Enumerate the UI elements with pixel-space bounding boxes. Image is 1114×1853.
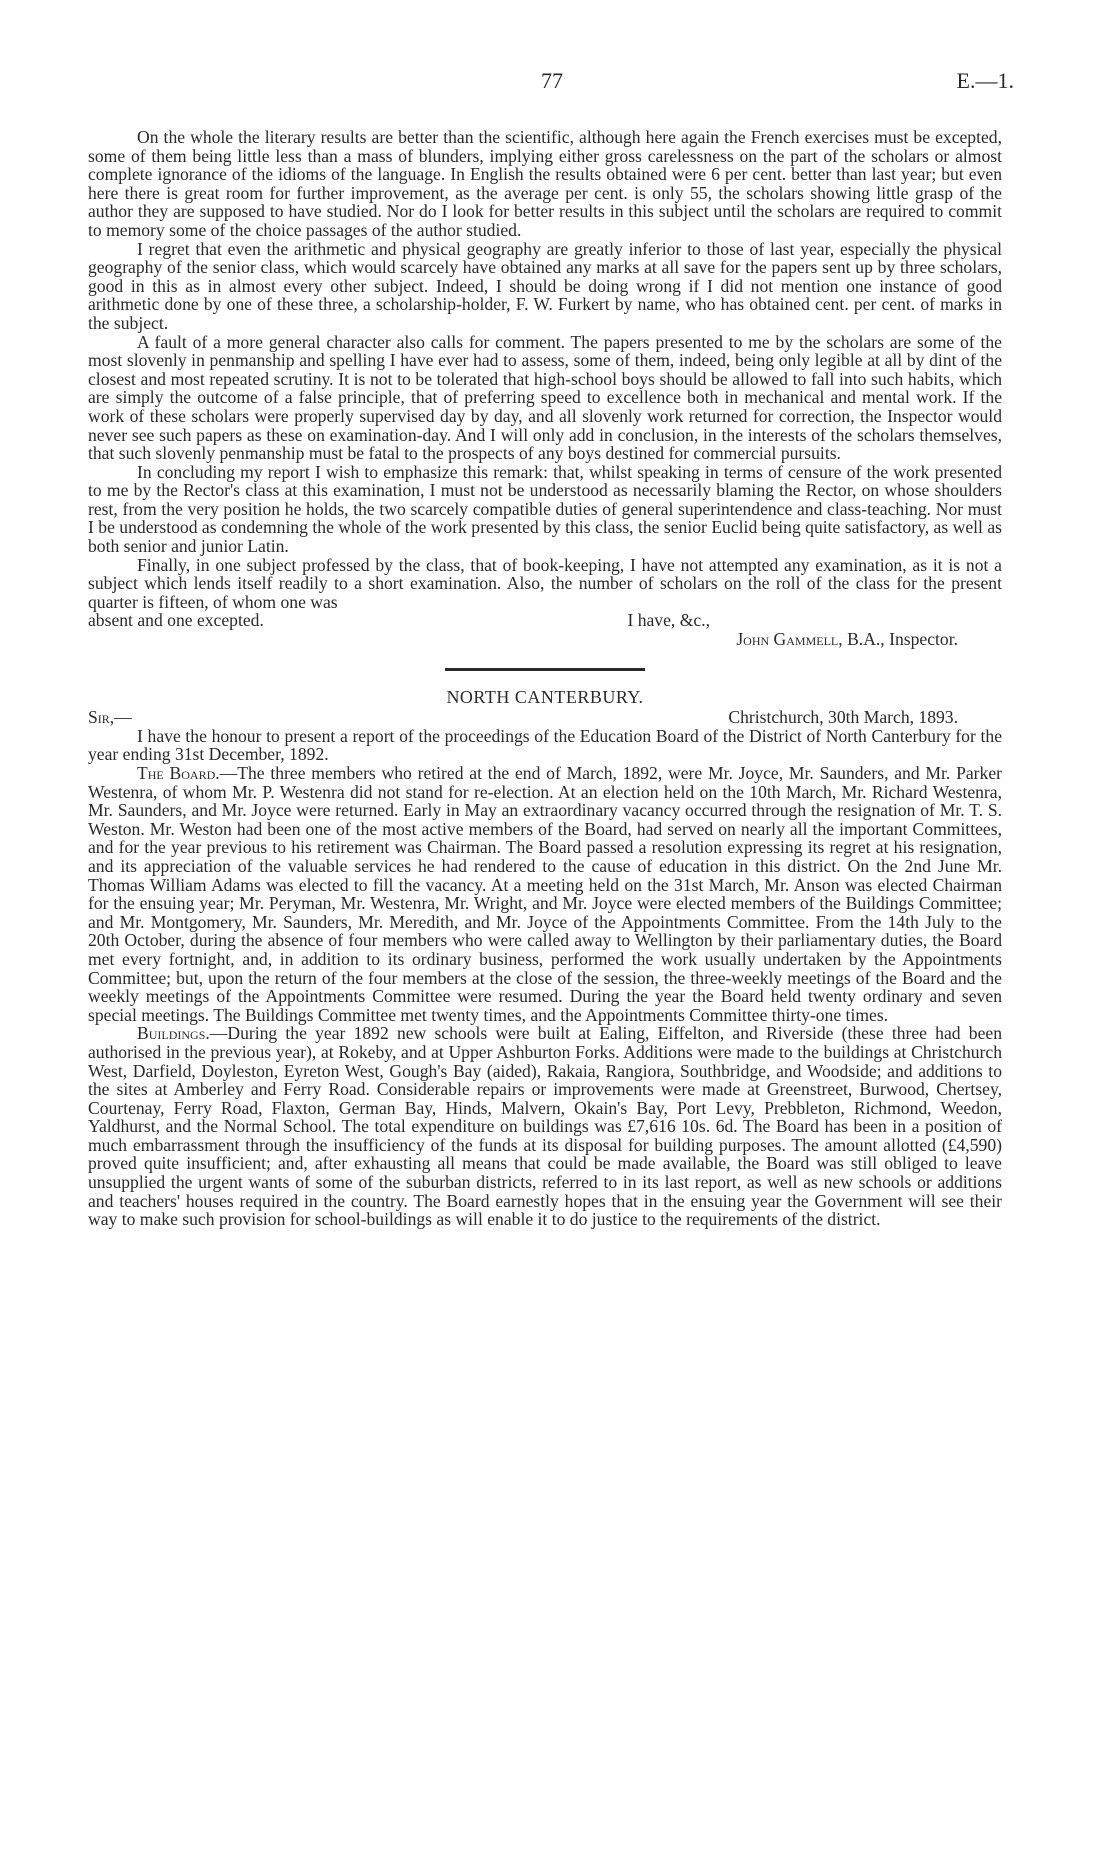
inspector-title: , B.A., Inspector. (838, 629, 958, 650)
page-header (0, 68, 1114, 98)
paragraph-book-keeping-end: absent and one excepted. (88, 610, 264, 631)
paragraph-the-board (88, 764, 1002, 1024)
paragraph-concluding-remark: In concluding my report I wish to emphasize this remark: that, whilst speaking in terms of censure of the work presented to me by the Rector's class at this examination, I must not be understood as necessarily blaming the Rector, on whose shoulders rest, from the very position he holds, the two scarcely compatible duties of general superintendence and class-teaching. Nor must I be understood as condemning the whole of the work presented by this class, the senior Euclid being quite satisfactory, as well as both senior and junior Latin. (88, 461, 1002, 557)
heading-the-board: The Board. (137, 763, 220, 783)
text-the-board: —The three members who retired at the end of March, 1892, were Mr. Joyce, Mr. Saunders, and Mr. Parker Westenra, of whom Mr. P. Westenra did not stand for re-election. At an election held on the 10th March, Mr. Richard Westenra, Mr. Saunders, and Mr. Joyce were returned. Early in May an extraordinary vacancy occurred through the resignation of Mr. T. S. Weston. Mr. Weston had been one of the most active members of the Board, had served on nearly all the important Committees, and for the year previous to his retirement was Chairman. The Board passed a resolution expressing its regret at his resignation, and its appreciation of the valuable services he had rendered to the cause of education in this district. On the 2nd June Mr. Thomas William Adams was elected to fill the vacancy. At a meeting held on the 31st March, Mr. Anson was elected Chairman for the ensuing year; Mr. Peryman, Mr. Westenra, Mr. Wright, and Mr. Joyce were elected members of the Buildings Committee; and Mr. Montgomery, Mr. Saunders, Mr. Meredith, and Mr. Joyce of the Appointments Committee. From the 14th July to the 20th October, during the absence of four members who were called away to Wellington by their parliamentary duties, the Board met every fortnight, and, in addition to its ordinary business, performed the work usually undertaken by the Appointments Committee; but, upon the return of the four members at the close of the session, the three-weekly meetings of the Board and the weekly meetings of the Appointments Committee were resumed. During the year the Board held twenty ordinary and seven special meetings. The Buildings Committee met twenty times, and the Appointments Committee thirty-one times. (88, 763, 1003, 1025)
closing-phrase: I have, &c., (627, 610, 710, 631)
letter-date: Christchurch, 30th March, 1893. (728, 707, 958, 728)
paragraph-introduction: I have the honour to present a report of the proceedings of the Education Board of the District of North Canterbury for the year ending 31st December, 1892. (88, 725, 1002, 765)
inspector-signature (88, 630, 1002, 649)
document-reference: E.—1. (956, 68, 1014, 93)
section-divider (445, 668, 645, 671)
inspector-name: John Gammell (736, 629, 839, 650)
salutation-row (88, 708, 1002, 727)
closing-row (88, 611, 1002, 630)
report-body (88, 128, 1002, 1229)
paragraph-buildings (88, 1024, 1002, 1229)
text-buildings: —During the year 1892 new schools were built at Ealing, Eiffelton, and Riverside (these three had been authorised in the previous year), at Rokeby, and at Upper Ashburton Forks. Additions were made to the buildings at Christchurch West, Darfield, Doyleston, Eyreton West, Gough's Bay (aided), Rakaia, Rangiora, Southbridge, and Woodside; and additions to the sites at Amberley and Ferry Road. Considerable repairs or improvements were made at Greenstreet, Burwood, Chertsey, Courtenay, Ferry Road, Flaxton, German Bay, Hinds, Malvern, Okain's Bay, Port Levy, Prebbleton, Richmond, Weedon, Yaldhurst, and the Normal School. The total expenditure on buildings was £7,616 10s. 6d. The Board has been in a position of much embarrassment through the insufficiency of the funds at its disposal for building purposes. The amount allotted (£4,590) proved quite insufficient; and, after exhausting all means that could be made available, the Board was still obliged to leave unsupplied the urgent wants of some of the suburban districts, referred to in its last report, as well as new schools or additions and teachers' houses required in the country. The Board earnestly hopes that in the ensuing year the Government will see their way to make such provision for school-buildings as will enable it to do justice to the requirements of the district. (88, 1023, 1002, 1230)
page-number: 77 (541, 68, 563, 93)
salutation: Sir,— (88, 707, 132, 728)
paragraph-slovenly-penmanship: A fault of a more general character also calls for comment. The papers presented to me by the scholars are some of the most slovenly in penmanship and spelling I have ever had to assess, some of them, indeed, being only legible at all by dint of the closest and most repeated scrutiny. It is not to be tolerated that high-school boys should be allowed to fall into such habits, which are simply the outcome of a false principle, that of preferring speed to excellence both in mechanical and mental work. If the work of these scholars were properly supervised day by day, and all slovenly work returned for correction, the Inspector would never see such papers as these on examination-day. And I will only add in conclusion, in the interests of the scholars themselves, that such slovenly penmanship must be fatal to the prospects of any boys destined for commercial pursuits. (88, 331, 1002, 464)
section-title: NORTH CANTERBURY. (446, 686, 644, 707)
paragraph-book-keeping: Finally, in one subject professed by the class, that of book-keeping, I have not attempted any examination, as it is not a subject which lends itself readily to a short examination. Also, the number of scholars on the roll of the class for the present quarter is fifteen, of whom one was (88, 554, 1002, 612)
heading-buildings: Buildings. (137, 1023, 210, 1044)
paragraph-arithmetic-geography: I regret that even the arithmetic and physical geography are greatly inferior to those of last year, especially the physical geography of the senior class, which would scarcely have obtained any marks at all save for the papers sent up by three scholars, good in this as in almost every other subject. Indeed, I should be doing wrong if I did not mention one instance of good arithmetic done by one of these three, a scholarship-holder, F. W. Furkert by name, who has obtained cent. per cent. of marks in the subject. (88, 238, 1002, 333)
paragraph-literary-results: On the whole the literary results are better than the scientific, although here again the French exercises must be excepted, some of them being little less than a mass of blunders, implying either gross carelessness on the part of the scholars or almost complete ignorance of the idioms of the language. In English the results obtained were 6 per cent. better than last year; but even here there is great room for further improvement, as the average per cent. is only 55, the scholars showing little grasp of the author they are supposed to have studied. Nor do I look for better results in this subject until the scholars are required to commit to memory some of the choice passages of the author studied. (88, 127, 1002, 240)
